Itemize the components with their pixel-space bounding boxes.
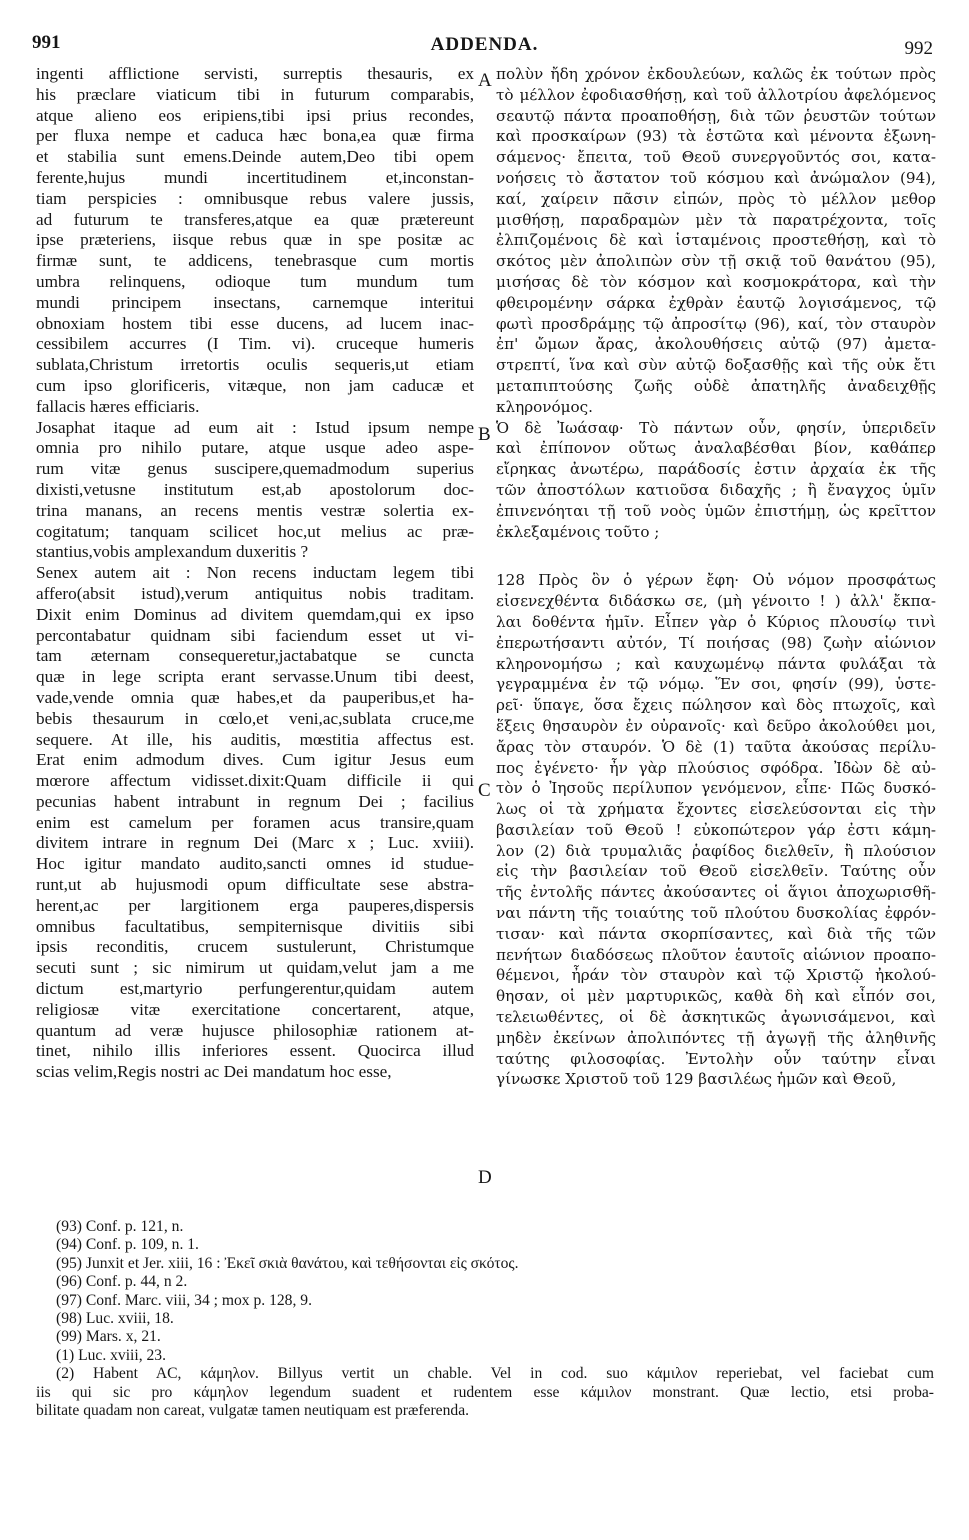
footnote: (95) Junxit et Jer. xiii, 16 : Ἐκεῖ σκιὰ θανάτου, καὶ τεθήσονται εἰς σκότος.	[56, 1254, 519, 1272]
greek-text-line: κληρονόμος.	[496, 397, 594, 416]
greek-text-line: φωτὶ προσδράμῃς τῷ ἀπροσίτῳ (96), καί, τὸν σταυρὸν	[496, 314, 936, 333]
greek-text-line: σεαυτῷ πάντα προαποθήσῃ, διὰ τῶν ῥευστῶν τούτων	[496, 106, 936, 125]
greek-text-line: ταύτης φιλοσοφίας. Ἐντολὴν οὖν ταύτην εἶναι	[496, 1049, 936, 1068]
greek-text-line: γίνωσκε Χριστοῦ τοῦ 129 βασιλέως ἡμῶν καὶ Θεοῦ,	[496, 1070, 897, 1089]
greek-text-line: φθειρομένην σάρκα ἐχθρὰν ἑαυτῷ λογισάμενος, τῷ	[496, 293, 936, 312]
latin-text-line: per fluxa nempe et caduca hæc bona,ea quæ firma	[36, 126, 474, 146]
latin-text-line: Senex autem ait : Non recens inductam legem tibi	[36, 563, 474, 583]
latin-text-line: sequere. At ille, his auditis, mœstitia affectus est.	[36, 729, 474, 749]
latin-text-line: enim est camelum per foramen acus transire,quam	[36, 812, 474, 832]
greek-text-line: 128 Πρὸς ὃν ὁ γέρων ἔφη· Οὐ νόμον προσφάτως	[496, 571, 936, 590]
greek-text-line: γεγραμμένα ἐν τῷ νόμῳ. Ἕν σοι, φησίν (99), ὑστε-	[496, 675, 936, 694]
greek-text-line: λαι δοθέντα ἡμῖν. Εἶπεν γὰρ ὁ Κύριος πλουσίῳ τινὶ	[496, 612, 936, 631]
greek-text-line: πενήτων διαδόσεως πλοῦτον ἑαυτοῖς αἰώνιον προαπο-	[496, 945, 936, 964]
greek-text-line: ἐπερωτήσαντι αὐτόν, Τί ποιήσας (98) ζωὴν αἰώνιον	[496, 633, 936, 652]
latin-text-line: ad futurum te transferes,atque ea quæ prætereunt	[36, 209, 474, 229]
footnote: (98) Luc. xviii, 18.	[56, 1309, 174, 1327]
greek-text-line: μηδὲν ἐκείνων ἀπολιπόντες τῇ ἀγωγῇ τῆς ἀληθινῆς	[496, 1028, 936, 1047]
greek-text-line: ρεῖ· ὕπαγε, ὅσα ἔχεις πώλησον καὶ δὸς πτωχοῖς, καὶ	[496, 696, 936, 715]
greek-text-line: στρεπτί, ἵνα καὶ σὺν αὐτῷ δοξασθῇς καὶ τῆς οὐκ ἔτι	[496, 356, 936, 375]
latin-text-line: divitem intrare in regnum Dei (Marc x ; Luc. xviii).	[36, 833, 474, 853]
latin-text-line: dictum est,martyrio perfungerentur,quidam autem	[36, 979, 474, 999]
footnote: (97) Conf. Marc. viii, 34 ; mox p. 128, 9.	[56, 1291, 312, 1309]
latin-text-line: mundi principem insectans, carnemque interitui	[36, 292, 474, 312]
greek-text-line: τῆς ἐντολῆς πάντες ἀκούσαντες οἱ ἅγιοι ἀποχωρισθῆ-	[496, 883, 936, 902]
footnotes	[36, 1218, 934, 1420]
greek-text-line: καὶ προσκαίρων (93) τὰ ἑστῶτα καὶ μένοντα ἐξωνη-	[496, 127, 936, 146]
footnote: (94) Conf. p. 109, n. 1.	[56, 1236, 199, 1254]
latin-text-line: Erat enim admodum dives. Cum igitur Jesus eum	[36, 750, 474, 770]
latin-text-line: omnibus facultatibus, sempiternisque divitiis sibi	[36, 916, 474, 936]
greek-text-line: σκότος μὲν ἀπολιπὼν σὺν τῇ σκιᾷ τοῦ θανάτου (95),	[496, 252, 936, 271]
latin-text-line: firmæ sunt, te addicens, tenebrasque cum mortis	[36, 251, 474, 271]
latin-text-line: ferente,hujus mundi incertitudinem et,inconstan-	[36, 167, 474, 187]
greek-text-line: πολὺν ἤδη χρόνον ἐκδουλεύων, καλῶς ἐκ τούτων πρὸς	[496, 65, 936, 83]
footnote: iis qui sic pro κάμηλον legendum suadent et rudentem esse κάμιλον monstrant. Quæ lectio, etsi proba-	[36, 1383, 934, 1401]
latin-text-line: vade,vende omnia quæ habes,et da pauperibus,et ha-	[36, 687, 474, 707]
greek-text-line: ἐπ' ὤμων ἄρας, ἀκολουθήσεις αὐτῷ (97) ἀμετα-	[496, 335, 936, 354]
greek-text-line: ἕξεις θησαυρὸν ἐν οὐρανοῖς· καὶ δεῦρο ἀκολούθει μοι,	[496, 716, 936, 735]
greek-text-line: βασιλείαν τοῦ Θεοῦ ! εὐκοπώτερον γάρ ἐστι κάμη-	[496, 820, 936, 839]
greek-text-line: μεταπιπτούσης ζωῆς οὐδὲ ἀπατηλῆς ἀναδειχθῇς	[496, 376, 936, 395]
latin-text-line: quæ in lege scripta erant servasse.Unum tibi deest,	[36, 667, 474, 687]
greek-text-line: εἴρηκας ἀνωτέρω, παράδοσίς ἐστιν ἀρχαία ἐκ τῆς	[496, 460, 936, 479]
latin-text-line: cessibilem accurres (I Tim. vi). cruceque humeris	[36, 334, 474, 354]
greek-text-line: ἐκλεξαμένοις τοῦτο ;	[496, 522, 660, 541]
latin-column	[36, 64, 474, 1083]
latin-text-line: ipse præteriens, iisque rebus quæ in spe positæ ac	[36, 230, 474, 250]
latin-text-line: quantum ad veræ hujusce philosophiæ rationem at-	[36, 1020, 474, 1040]
greek-text-line: Ὁ δὲ Ἰωάσαφ· Τὸ πάντων οὖν, φησίν, ὑπεριδεῖν	[496, 418, 936, 437]
greek-text-line: λον (2) διὰ τρυμαλιᾶς ῥαφίδος διελθεῖν, ἢ πλούσιον	[496, 841, 936, 860]
latin-text-line: his præclare viaticum tibi in futurum comparabis,	[36, 84, 474, 104]
greek-text-line: τῶν ἀποστόλων κατιοῦσα διδαχῆς ; ἢ ἔναγχος ὑμῖν	[496, 480, 936, 499]
latin-text-line: percontabatur quidnam sibi faciendum esset ut vi-	[36, 625, 474, 645]
latin-text-line: ingenti afflictione servisti, surreptis thesauris, ex	[36, 64, 474, 83]
greek-text-line: πος ἐγένετο· ἦν γὰρ πλούσιος σφόδρα. Ἰδὼν δὲ αὐ-	[496, 758, 936, 777]
latin-text-line: runt,ut ab hujusmodi opum difficultate sese abstra-	[36, 875, 474, 895]
latin-text-line: obnoxiam hostem tibi esse ducens, ad lucem inac-	[36, 313, 474, 333]
greek-text-line: ἐλπιζομένοις δὲ καὶ ἱσταμένοις προστεθήσῃ, καὶ τὸ	[496, 231, 936, 250]
latin-text-line: sublata,Christum irretortis oculis sequeris,ut etiam	[36, 355, 474, 375]
latin-text-line: omnia pro nihilo putare, atque usque adeo aspe-	[36, 438, 474, 458]
footnote: (2) Habent AC, κάμηλον. Billyus vertit un chable. Vel in cod. suo κάμιλον reperiebat, vel faciebat cum	[56, 1365, 934, 1383]
latin-text-line: umbra relinquens, odioque tum mundum tum	[36, 271, 474, 291]
footnote: (93) Conf. p. 121, n.	[56, 1218, 184, 1235]
greek-text-line: μισήσας δὲ τὸν κόσμον καὶ κοσμοκράτορα, καὶ τὴν	[496, 272, 936, 291]
footnote: (99) Mars. x, 21.	[56, 1328, 161, 1346]
greek-text-line: κληρονομήσω ; καὶ καυχωμένῳ πάντα φυλάξαι τὰ	[496, 654, 936, 673]
footnote: (96) Conf. p. 44, n 2.	[56, 1273, 188, 1291]
greek-text-line: ἐπινενόηται τῇ τοῦ νοὸς ὑμῶν ἐπιστήμῃ, ὡς κρεῖττον	[496, 501, 936, 520]
greek-text-line	[496, 542, 936, 570]
latin-text-line: tinet, nihilo illis inferiores essent. Quocirca illud	[36, 1041, 474, 1061]
latin-text-line: dixisti,vetusne institutum est,ab apostolorum doc-	[36, 479, 474, 499]
latin-text-line: Josaphat itaque ad eum ait : Istud ipsum nempe	[36, 417, 474, 437]
footnote: (1) Luc. xviii, 23.	[56, 1346, 167, 1364]
greek-text-line: καί, χαίρειν πᾶσιν εἰπών, πρὸς τὸ μέλλον μεθορ	[496, 189, 936, 208]
latin-text-line: mœrore affectum vidisset.dixit:Quam difficile ii qui	[36, 771, 474, 791]
right-page-number: 992	[904, 38, 933, 59]
running-title: ADDENDA.	[430, 34, 539, 55]
latin-text-line: rum vitæ genus suscipere,quemadmodum superius	[36, 459, 474, 479]
latin-text-line: religiosæ vitæ exercitatione concertarent, atque,	[36, 999, 474, 1019]
greek-text-line: εἰς τὴν βασιλείαν τοῦ Θεοῦ εἰσελθεῖν. Ταύτης οὖν	[496, 862, 936, 881]
greek-column	[496, 64, 936, 1090]
greek-text-line: ναι πάντη τῆς τοιαύτης τοῦ πλούτου δυσκολίας ἐφρόν-	[496, 904, 936, 923]
latin-text-line: Hoc igitur mandato audito,sancti omnes id studue-	[36, 854, 474, 874]
footnote: bilitate quadam non careat, vulgatæ tamen neutiquam est præferenda.	[36, 1401, 470, 1419]
latin-text-line: atque alieno eos eripiens,tibi ipsi prius recondes,	[36, 105, 474, 125]
latin-text-line: Dixit enim Dominus ad divitem quemdam,qui ex ipso	[36, 604, 474, 624]
greek-text-line: τὸ μέλλον ἐφοδιασθήσῃ, καὶ τοῦ ἀλλοτρίου ἀφελόμενος	[496, 85, 936, 104]
greek-text-line: μισθήσῃ, παραδραμὼν μὲν τὰ παρατρέχοντα, τοῖς	[496, 210, 936, 229]
greek-text-line: εἰσενεχθέντα διδάσκω σε, (μὴ γένοιτο ! ) ἀλλ' ἔκπα-	[496, 592, 936, 611]
latin-text-line: herent,ac per largitionem erga pauperes,dispersis	[36, 895, 474, 915]
greek-text-line: σάμενος· ἔπειτα, τοῦ Θεοῦ συνεργοῦντός σοι, κατα-	[496, 148, 936, 167]
margin-letter-a: A	[478, 70, 492, 91]
left-page-number: 991	[32, 32, 61, 53]
greek-text-line: τελειωθέντες, οἱ δὲ ἀσκητικῶς ἀγωνισάμενοι, καὶ	[496, 1008, 936, 1027]
latin-text-line: tam æternam consequeretur,jactabatque se cuncta	[36, 646, 474, 666]
greek-text-line: ἄρας τὸν σταυρόν. Ὁ δὲ (1) ταῦτα ἀκούσας περίλυ-	[496, 737, 936, 756]
greek-text-line: θέμενοι, ἦράν τὸν σταυρὸν καὶ τῷ Χριστῷ ἠκολού-	[496, 966, 936, 985]
latin-text-line: fallacis hæres efficiaris.	[36, 396, 200, 416]
latin-text-line: et stabilia sunt emens.Deinde autem,Deo tibi opem	[36, 147, 474, 167]
margin-letter-b: B	[478, 424, 491, 445]
margin-letter-c: C	[478, 780, 491, 801]
latin-text-line: bebis thesaurum in cœlo,et veni,ac,sublata cruce,me	[36, 708, 474, 728]
latin-text-line: pecunias habent intrabunt in regnum Dei ; facilius	[36, 791, 474, 811]
greek-text-line: θησαν, οἱ μὲν μαρτυρικῶς, καθὰ δὴ καὶ εἶπόν σοι,	[496, 987, 936, 1006]
latin-text-line: affero(absit istud),verum antiquitus nobis traditam.	[36, 583, 474, 603]
latin-text-line: tiam perspicies : omnibusque rebus valere jussis,	[36, 188, 474, 208]
margin-letter-d: D	[478, 1167, 492, 1188]
latin-text-line: trina manans, an recens mentis vestræ solertia ex-	[36, 500, 474, 520]
latin-text-line: cogitatum; tanquam scilicet hoc,ut melius ac præ-	[36, 521, 474, 541]
latin-text-line: secuti sunt ; sic nimirum ut quidam,velut jam a me	[36, 958, 474, 978]
latin-text-line: cum ipso glorificeris, vitæque, non jam caducæ et	[36, 375, 474, 395]
latin-text-line: ipsis reconditis, crucem sustulerunt, Christumque	[36, 937, 474, 957]
latin-text-line: scias velim,Regis nostri ac Dei mandatum hoc esse,	[36, 1062, 392, 1082]
greek-text-line: τισαν· καὶ πάντα σκορπίσαντες, καὶ διὰ τῆς τῶν	[496, 924, 936, 943]
greek-text-line: τὸν ὁ Ἰησοῦς περίλυπον γενόμενον, εἶπε· Πῶς δυσκό-	[496, 779, 936, 798]
greek-text-line: νοήσεις τὸ ἄστατον τοῦ κόσμου καὶ ἀνώμαλον (94),	[496, 168, 936, 187]
greek-text-line: λως οἱ τὰ χρήματα ἔχοντες εἰσελεύσονται εἰς τὴν	[496, 800, 936, 819]
greek-text-line: καὶ ἐπίπονον οὕτως ἀναλαβέσθαι βίον, καθάπερ	[496, 439, 936, 458]
latin-text-line: stantius,vobis amplexandum duxeritis ?	[36, 542, 309, 562]
